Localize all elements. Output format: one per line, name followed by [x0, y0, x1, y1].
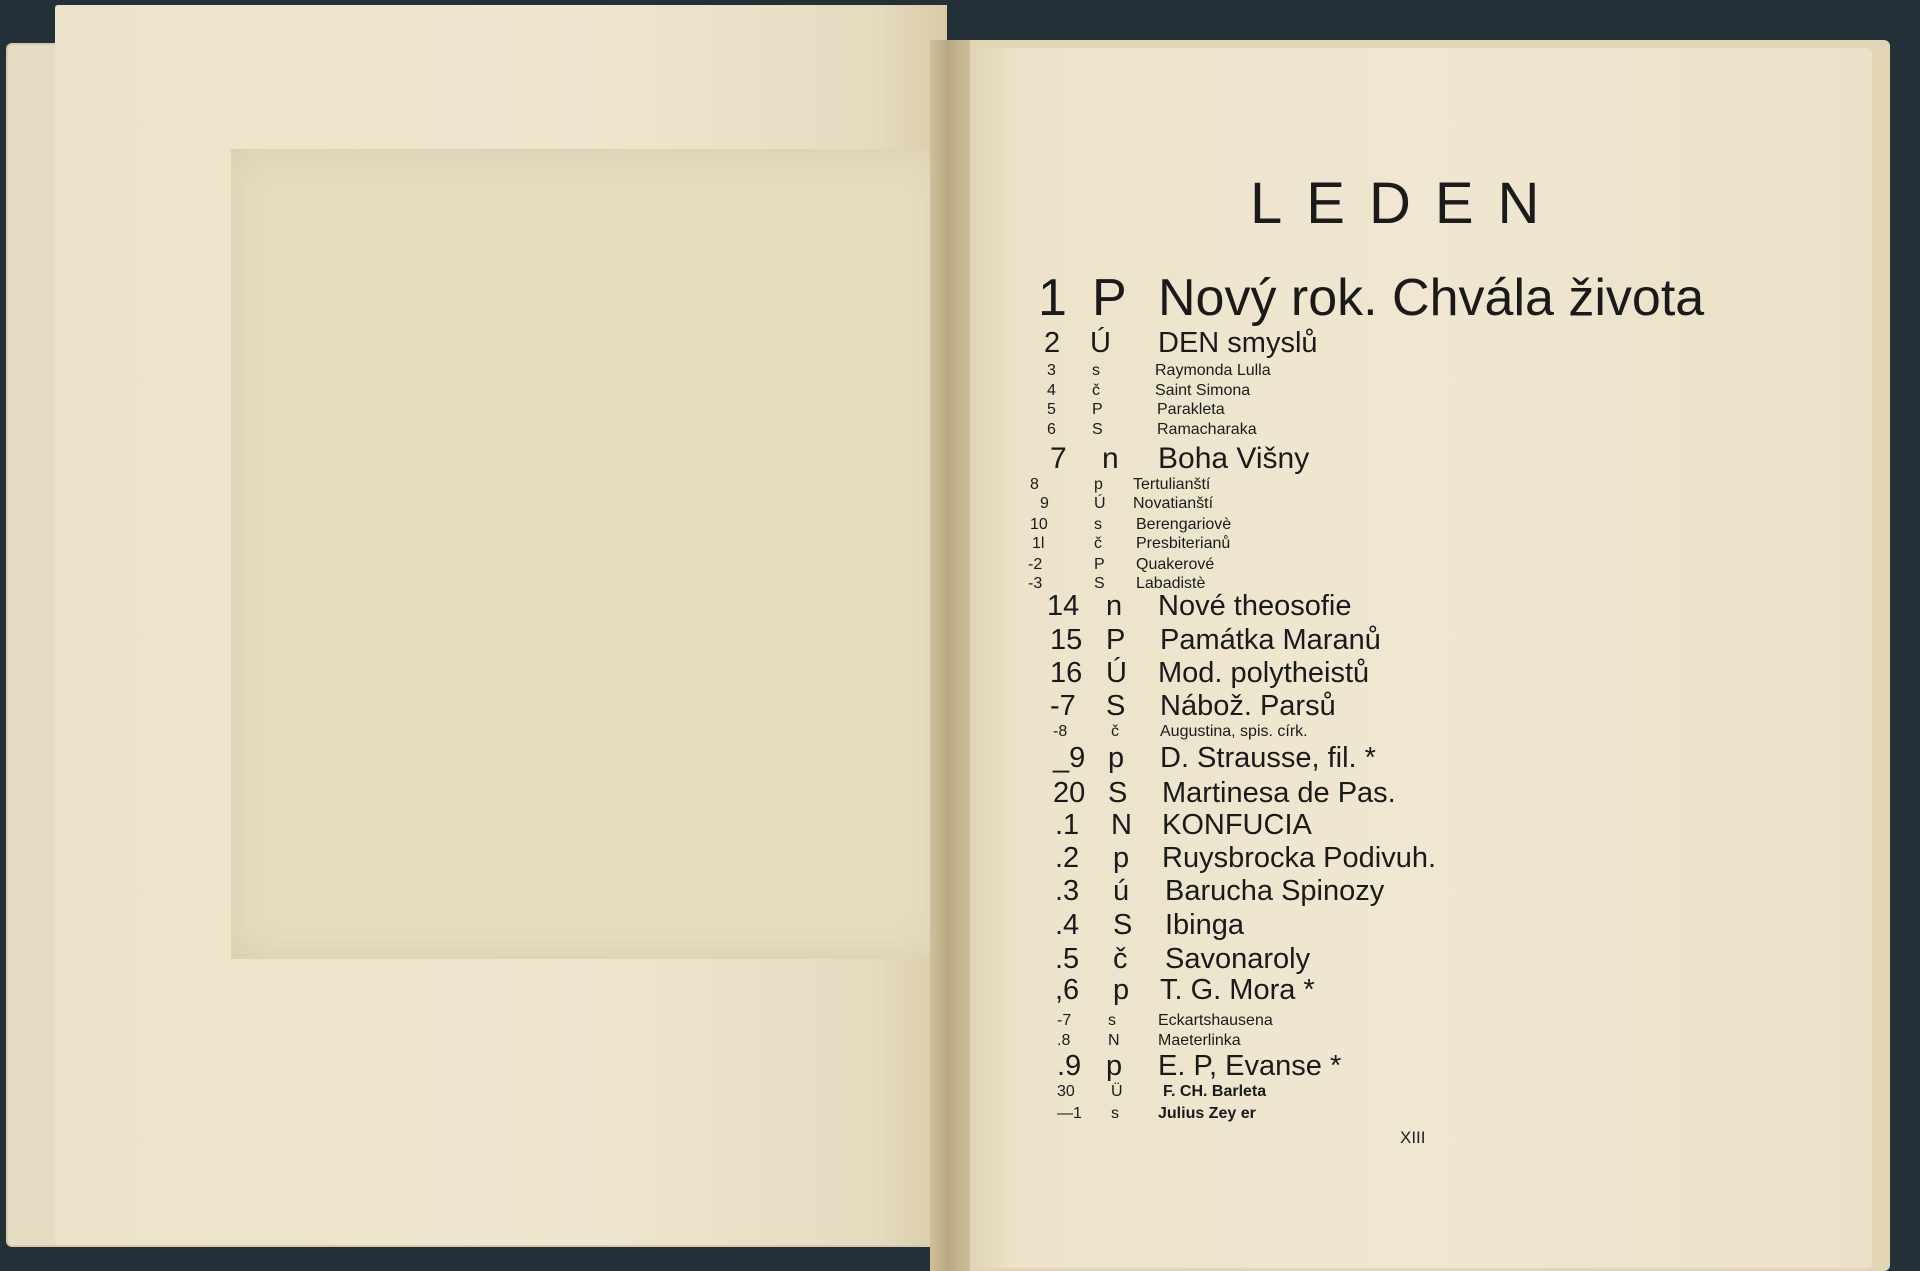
entry-day-number: .8	[1057, 1032, 1071, 1049]
entry-weekday-letter: P	[1092, 401, 1103, 418]
entry-weekday-letter: p	[1094, 476, 1103, 493]
entry-commemoration: D. Strausse, fil. *	[1160, 742, 1376, 774]
entry-commemoration: DEN smyslů	[1158, 327, 1318, 359]
entry-day-number: 9	[1040, 495, 1049, 512]
entry-weekday-letter: s	[1092, 362, 1100, 379]
entry-commemoration: Martinesa de Pas.	[1162, 777, 1396, 809]
entry-weekday-letter: N	[1108, 1032, 1120, 1049]
entry-weekday-letter: S	[1092, 421, 1103, 438]
entry-commemoration: Památka Maranů	[1160, 624, 1381, 656]
entry-day-number: -2	[1028, 556, 1043, 573]
entry-commemoration: E. P, Evanse *	[1158, 1050, 1342, 1082]
entry-weekday-letter: s	[1094, 516, 1102, 533]
month-title: LEDEN	[1250, 171, 1564, 236]
entry-weekday-letter: Ú	[1090, 327, 1111, 359]
entry-day-number: -7	[1050, 690, 1076, 722]
entry-commemoration: T. G. Mora *	[1160, 974, 1315, 1006]
entry-day-number: 6	[1047, 421, 1056, 438]
entry-commemoration: Maeterlinka	[1158, 1032, 1241, 1049]
entry-day-number: 8	[1030, 476, 1039, 493]
entry-commemoration: Berengariovè	[1136, 516, 1232, 533]
entry-commemoration: F. CH. Barleta	[1163, 1083, 1267, 1100]
entry-commemoration: Ibinga	[1165, 909, 1245, 941]
entry-day-number: 30	[1057, 1083, 1075, 1100]
entry-commemoration: Presbiterianů	[1136, 535, 1231, 552]
entry-commemoration: Saint Simona	[1155, 382, 1251, 399]
entry-day-number: 14	[1047, 590, 1080, 622]
entry-weekday-letter: č	[1113, 943, 1128, 975]
entry-commemoration: Eckartshausena	[1158, 1012, 1273, 1029]
entry-commemoration: Julius Zey er	[1158, 1105, 1256, 1122]
entry-commemoration: Nábož. Parsů	[1160, 690, 1336, 722]
entry-day-number: 10	[1030, 516, 1048, 533]
entry-day-number: .3	[1055, 875, 1080, 907]
entry-weekday-letter: P	[1106, 624, 1126, 656]
entry-commemoration: Tertulianští	[1133, 476, 1211, 493]
entry-weekday-letter: S	[1094, 575, 1105, 592]
entry-weekday-letter: ú	[1113, 875, 1130, 907]
entry-commemoration: Mod. polytheistů	[1158, 657, 1370, 689]
entry-commemoration: Novatianští	[1133, 495, 1214, 512]
entry-day-number: _9	[1053, 742, 1086, 774]
entry-commemoration: Ramacharaka	[1157, 421, 1257, 438]
entry-weekday-letter: P	[1094, 556, 1105, 573]
entry-day-number: 5	[1047, 401, 1056, 418]
entry-commemoration: Nové theosofie	[1158, 590, 1352, 622]
entry-day-number: 20	[1053, 777, 1086, 809]
entry-day-number: 1l	[1032, 535, 1045, 552]
entry-commemoration: Quakerové	[1136, 556, 1215, 573]
entry-day-number: -3	[1028, 575, 1043, 592]
entry-weekday-letter: s	[1108, 1012, 1116, 1029]
entry-weekday-letter: S	[1113, 909, 1133, 941]
entry-day-number: 1	[1038, 269, 1067, 327]
entry-commemoration: Nový rok. Chvála života	[1158, 269, 1705, 327]
entry-weekday-letter: Ú	[1094, 495, 1106, 512]
entry-day-number: ,6	[1055, 974, 1080, 1006]
entry-day-number: —1	[1057, 1105, 1082, 1122]
entry-commemoration: Augustina, spis. círk.	[1160, 723, 1308, 740]
entry-day-number: -7	[1057, 1012, 1072, 1029]
entry-weekday-letter: S	[1106, 690, 1126, 722]
entry-day-number: 15	[1050, 624, 1083, 656]
entry-weekday-letter: p	[1108, 742, 1125, 774]
entry-day-number: .2	[1055, 842, 1080, 874]
entry-day-number: 3	[1047, 362, 1056, 379]
entry-day-number: 2	[1044, 327, 1061, 359]
entry-commemoration: Raymonda Lulla	[1155, 362, 1271, 379]
entry-weekday-letter: n	[1106, 590, 1123, 622]
entry-day-number: 4	[1047, 382, 1056, 399]
entry-weekday-letter: S	[1108, 777, 1128, 809]
entry-commemoration: Barucha Spinozy	[1165, 875, 1385, 907]
entry-commemoration: KONFUCIA	[1162, 809, 1312, 841]
entry-weekday-letter: P	[1092, 269, 1127, 327]
entry-commemoration: Parakleta	[1157, 401, 1225, 418]
entry-commemoration: Labadistè	[1136, 575, 1206, 592]
entry-weekday-letter: p	[1106, 1050, 1123, 1082]
entry-commemoration: Savonaroly	[1165, 943, 1311, 975]
entry-day-number: .4	[1055, 909, 1080, 941]
entry-weekday-letter: č	[1111, 723, 1119, 740]
entry-weekday-letter: p	[1113, 842, 1130, 874]
entry-weekday-letter: č	[1094, 535, 1102, 552]
entry-day-number: 7	[1050, 442, 1067, 475]
page-number: XIII	[1400, 1128, 1426, 1147]
entry-commemoration: Boha Višny	[1158, 442, 1310, 475]
entry-weekday-letter: Ú	[1106, 657, 1127, 689]
entry-weekday-letter: Ü	[1111, 1083, 1123, 1100]
entry-day-number: 16	[1050, 657, 1083, 689]
entry-day-number: -8	[1053, 723, 1068, 740]
entry-day-number: .1	[1055, 809, 1080, 841]
entry-weekday-letter: n	[1102, 442, 1119, 475]
entry-commemoration: Ruysbrocka Podivuh.	[1162, 842, 1437, 874]
entry-weekday-letter: N	[1111, 809, 1132, 841]
entry-weekday-letter: s	[1111, 1105, 1119, 1122]
entry-day-number: .5	[1055, 943, 1080, 975]
entry-weekday-letter: č	[1092, 382, 1100, 399]
entry-weekday-letter: p	[1113, 974, 1130, 1006]
entry-day-number: .9	[1057, 1050, 1082, 1082]
